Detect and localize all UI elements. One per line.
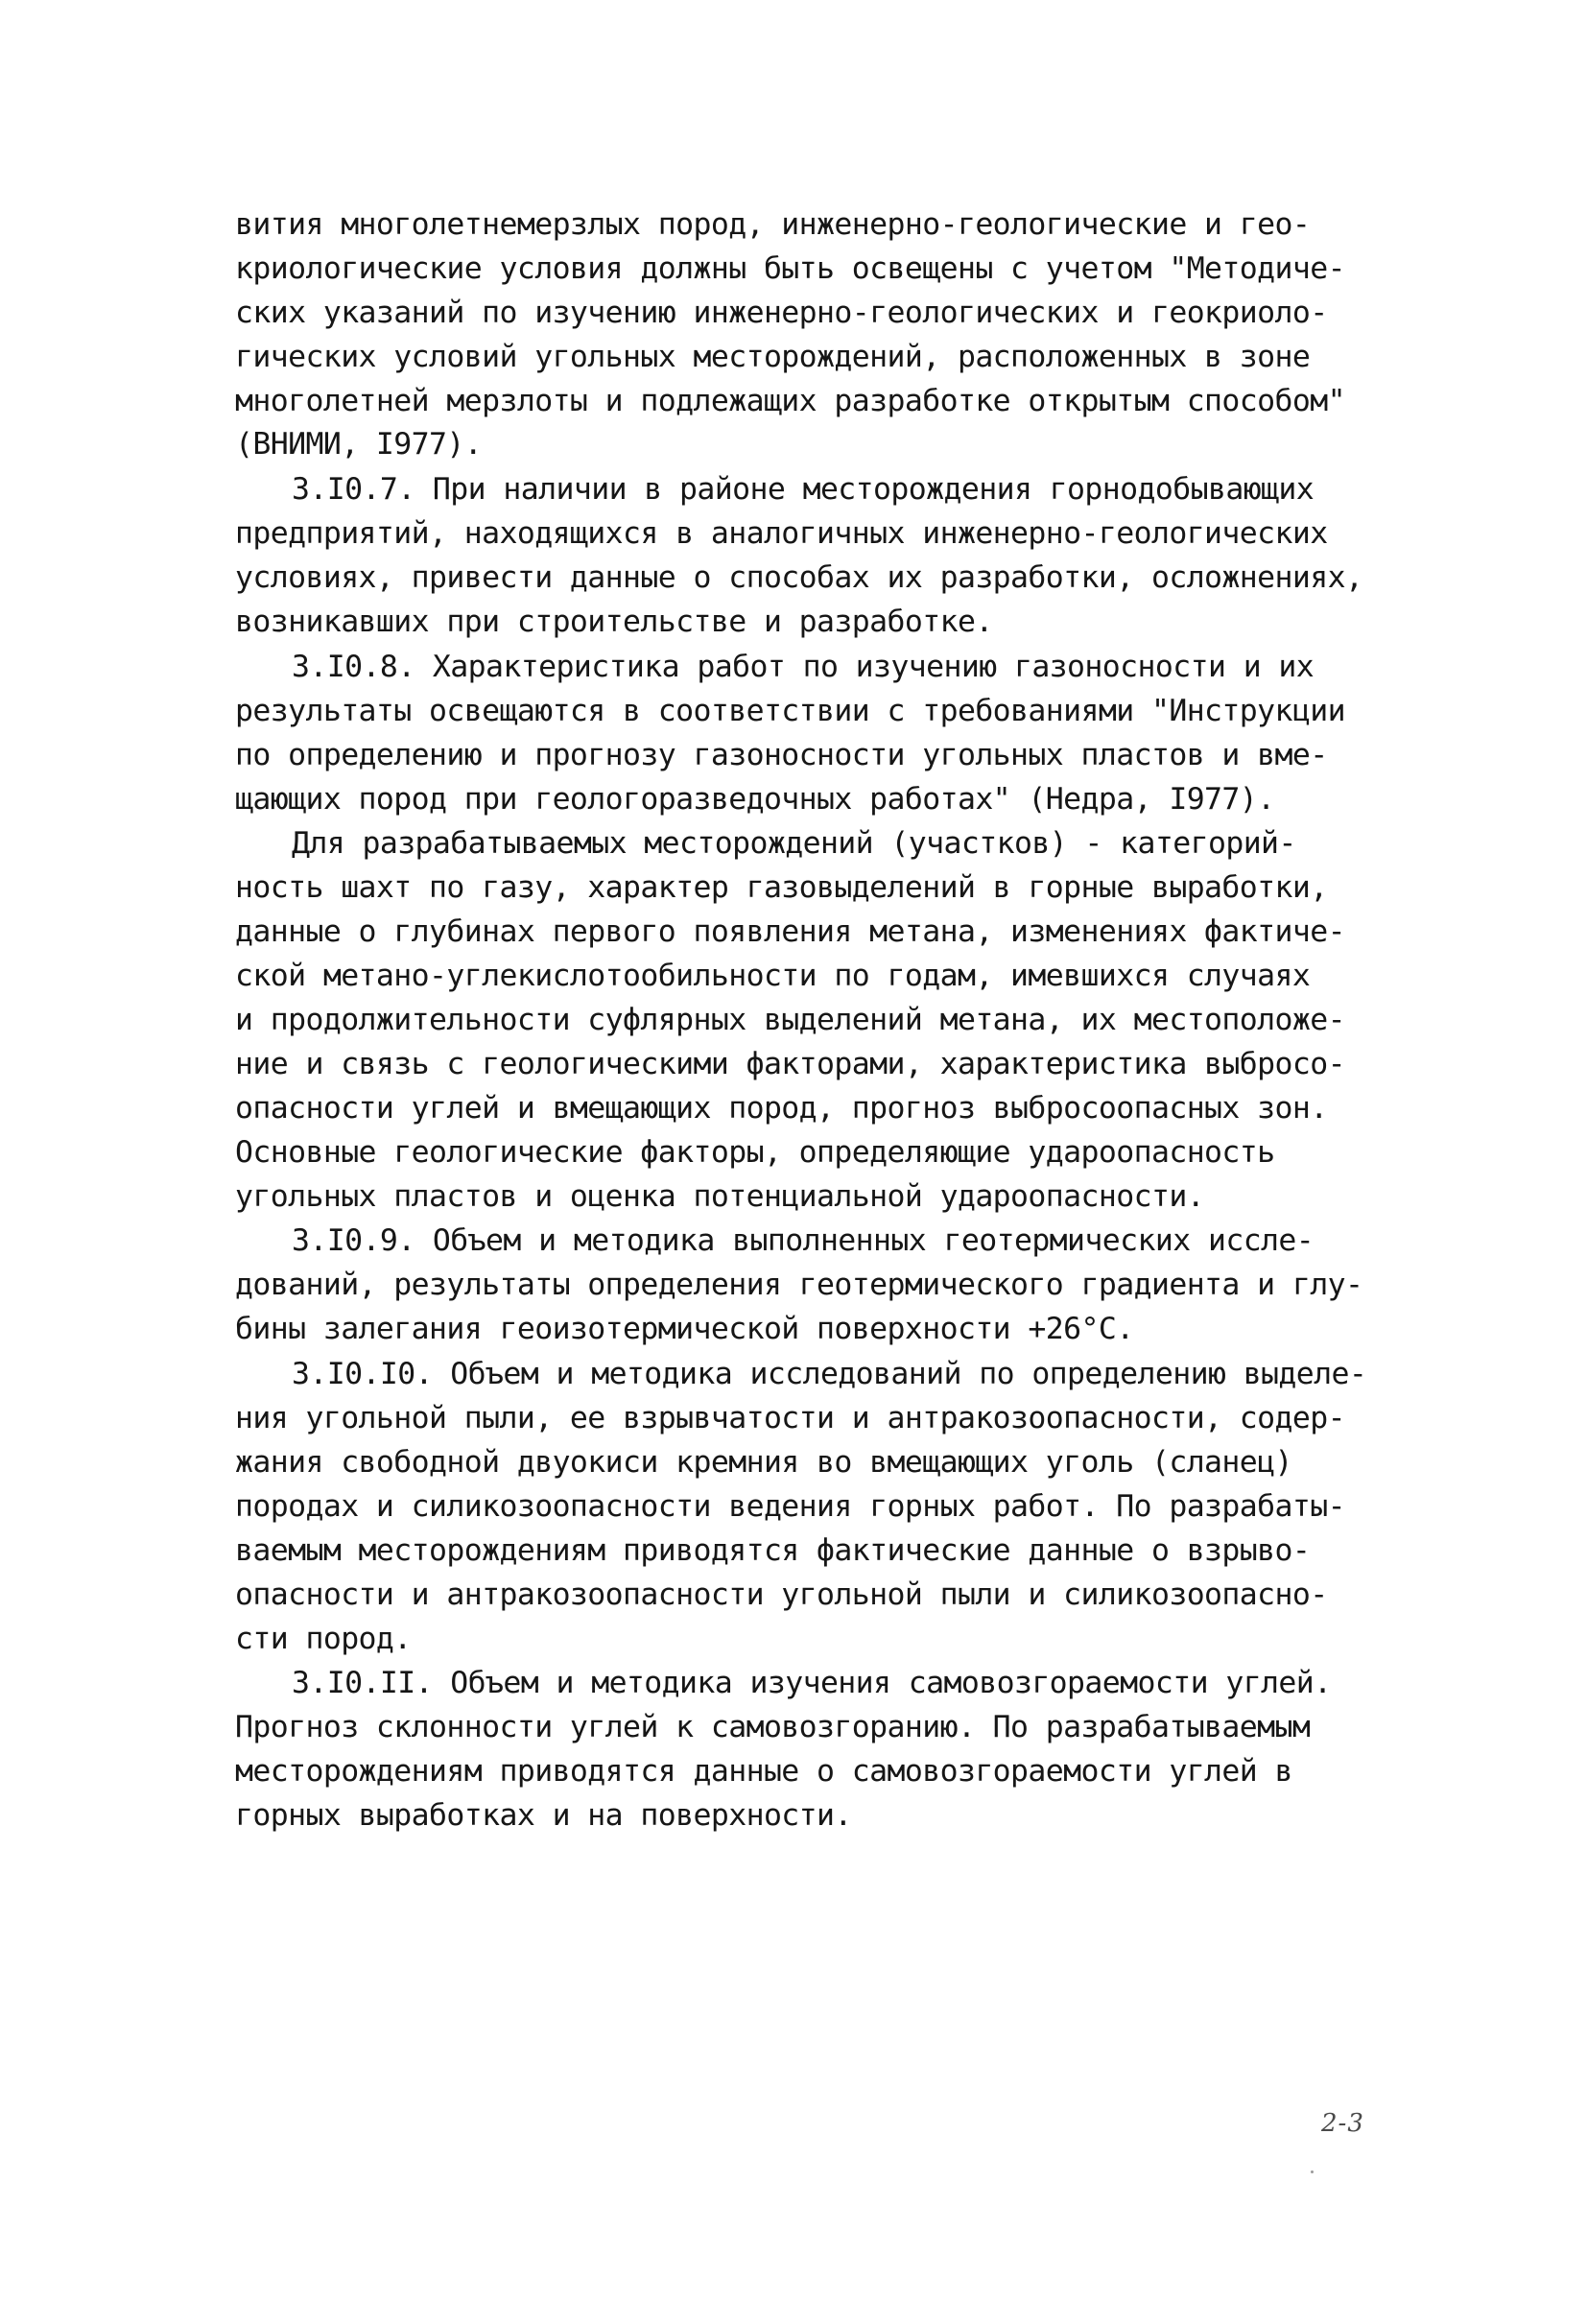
paragraph-3-10-11 (235, 1662, 1391, 1838)
text-line: Основные геологические факторы, определяющие удароопасность (235, 1134, 1275, 1170)
text-line: и продолжительности суфлярных выделений метана, их местоположе- (235, 1003, 1345, 1038)
text-line: ность шахт по газу, характер газовыделений в горные выработки, (235, 870, 1328, 906)
text-line: угольных пластов и оценка потенциальной удароопасности. (235, 1178, 1205, 1214)
paragraph-geocryology (235, 203, 1391, 467)
text-line: опасности и антракозоопасности угольной пыли и силикозоопасно- (235, 1577, 1328, 1612)
text-line: гических условий угольных месторождений, расположенных в зоне (235, 339, 1311, 374)
text-line: щающих пород при геологоразведочных работах" (Недра, I977). (235, 781, 1275, 817)
text-line: бины залегания геоизотермической поверхности +26°С. (235, 1312, 1134, 1347)
page-number: 2-3 (1321, 2109, 1364, 2138)
text-line: 3.I0.II. Объем и методика изучения самовозгораемости углей. (292, 1666, 1332, 1701)
text-line: ской метано-углекислотообильности по годам, имевшихся случаях (235, 959, 1311, 994)
paragraph-gas-hazard (235, 822, 1391, 1219)
text-line: сти пород. (235, 1621, 412, 1656)
text-line: данные о глубинах первого появления метана, изменениях фактиче- (235, 914, 1345, 950)
text-line: возникавших при строительстве и разработке. (235, 605, 993, 640)
text-line: жания свободной двуокиси кремния во вмещающих уголь (сланец) (235, 1444, 1292, 1480)
text-line: по определению и прогнозу газоносности угольных пластов и вме- (235, 737, 1328, 772)
paragraph-3-10-8 (235, 646, 1391, 822)
text-line: Прогноз склонности углей к самовозгоранию. По разрабатываемым (235, 1710, 1311, 1745)
text-line: 3.I0.9. Объем и методика выполненных геотермических иссле- (292, 1223, 1315, 1259)
paragraph-3-10-10 (235, 1353, 1391, 1661)
text-line: ние и связь с геологическими факторами, характеристика выбросо- (235, 1046, 1345, 1081)
text-line: многолетней мерзлоты и подлежащих разработке открытым способом" (235, 383, 1345, 418)
text-line: ния угольной пыли, ее взрывчатости и антракозоопасности, содер- (235, 1401, 1345, 1436)
text-line: предприятий, находящихся в аналогичных инженерно-геологических (235, 516, 1328, 552)
text-line: условиях, привести данные о способах их разработки, осложнениях, (235, 560, 1363, 596)
text-line: вития многолетнемерзлых пород, инженерно-геологические и гео- (235, 207, 1311, 242)
text-line: горных выработках и на поверхности. (235, 1798, 852, 1834)
scan-speck (1311, 2170, 1314, 2173)
text-line: Для разрабатываемых месторождений (участков) - категорий- (292, 826, 1296, 862)
text-line: (ВНИМИ, I977). (235, 427, 483, 462)
text-line: результаты освещаются в соответствии с требованиями "Инструкции (235, 693, 1345, 728)
text-line: ских указаний по изучению инженерно-геологических и геокриоло- (235, 295, 1328, 330)
text-line: дований, результаты определения геотермического градиента и глу- (235, 1268, 1363, 1303)
text-line: 3.I0.7. При наличии в районе месторождения горнодобывающих (292, 472, 1315, 508)
text-line: 3.I0.I0. Объем и методика исследований по определению выделе- (292, 1357, 1367, 1392)
text-line: криологические условия должны быть освещены с учетом "Методиче- (235, 250, 1345, 286)
body-text (235, 203, 1391, 1839)
paragraph-3-10-7 (235, 468, 1391, 645)
paragraph-3-10-9 (235, 1220, 1391, 1352)
text-line: породах и силикозоопасности ведения горных работ. По разрабаты- (235, 1488, 1345, 1524)
text-line: месторождениям приводятся данные о самовозгораемости углей в (235, 1754, 1292, 1790)
text-line: 3.I0.8. Характеристика работ по изучению газоносности и их (292, 649, 1315, 684)
text-line: опасности углей и вмещающих пород, прогноз выбросоопасных зон. (235, 1090, 1328, 1126)
text-line: ваемым месторождениям приводятся фактические данные о взрыво- (235, 1532, 1311, 1568)
